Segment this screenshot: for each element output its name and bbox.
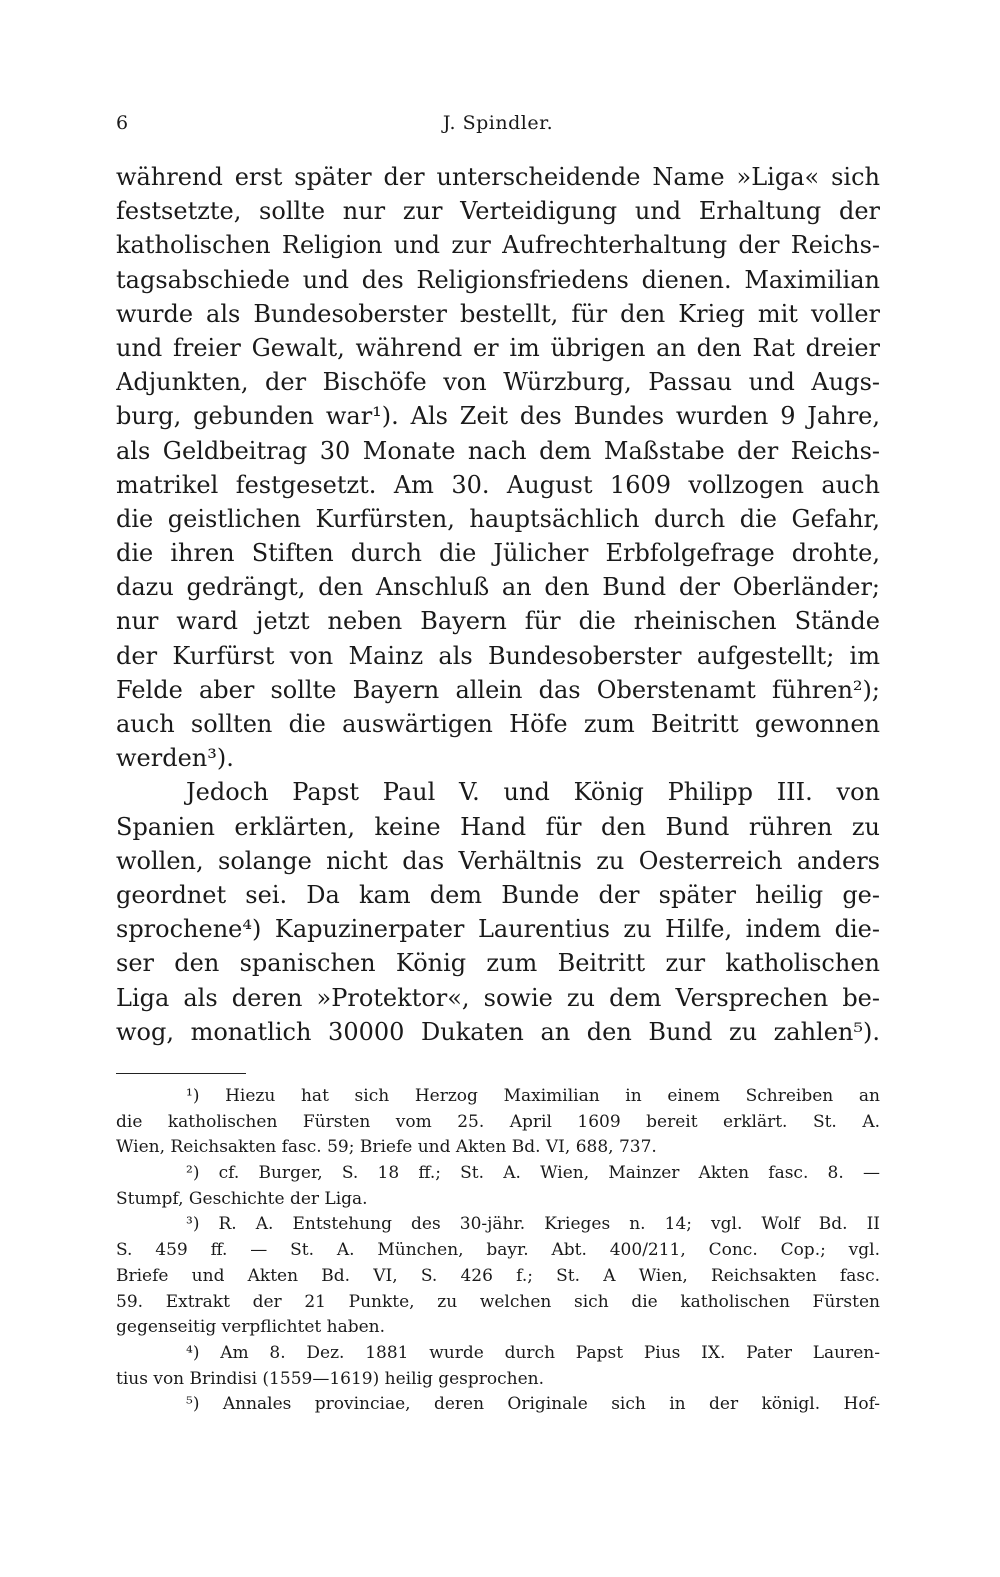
body-line: Liga als deren »Protektor«, sowie zu dem Versprechen be- [116,983,880,1012]
body-line: dazu gedrängt, den Anschluß an den Bund der Oberländer; [116,573,880,602]
footnote-separator [116,1073,246,1074]
footnote-5 [116,1392,880,1418]
body-line: wollen, solange nicht das Verhältnis zu Oesterreich anders [116,846,880,875]
footnote-2 [116,1161,880,1212]
body-line: der Kurfürst von Mainz als Bundesoberster aufgestellt; im [116,641,880,670]
footnote-line: die katholischen Fürsten vom 25. April 1609 bereit erklärt. St. A. [116,1111,880,1132]
body-line: auch sollten die auswärtigen Höfe zum Beitritt gewonnen [116,710,880,738]
footnote-3 [116,1212,880,1340]
body-line: ser den spanischen König zum Beitritt zur katholischen [116,949,880,978]
body-text [116,160,880,1049]
body-line: festsetzte, sollte nur zur Verteidigung und Erhaltung der [116,197,880,226]
body-line: katholischen Religion und zur Aufrechterhaltung der Reichs- [116,231,880,260]
footnote-line: Stumpf, Geschichte der Liga. [116,1188,368,1209]
footnote-line: Briefe und Akten Bd. VI, S. 426 f.; St. A Wien, Reichsakten fasc. [116,1265,880,1286]
footnote-line: S. 459 ff. — St. A. München, bayr. Abt. 400/211, Conc. Cop.; vgl. [116,1240,880,1261]
page-number: 6 [116,112,129,134]
body-line: sprochene⁴) Kapuzinerpater Laurentius zu Hilfe, indem die- [116,915,880,944]
footnote-line: Wien, Reichsakten fasc. 59; Briefe und Akten Bd. VI, 688, 737. [116,1137,657,1158]
running-head: J. Spindler. [442,112,554,134]
body-line: tagsabschiede und des Religionsfriedens dienen. Maximilian [116,265,880,294]
footnote-line: ³) R. A. Entstehung des 30-jähr. Krieges n. 14; vgl. Wolf Bd. II [186,1214,880,1235]
footnotes [116,1084,880,1418]
body-line: nur ward jetzt neben Bayern für die rheinischen Stände [116,607,880,636]
body-line: Felde aber sollte Bayern allein das Oberstenamt führen²); [116,675,880,704]
footnote-1 [116,1084,880,1161]
footnote-line: gegenseitig verpflichtet haben. [116,1317,386,1338]
body-line: burg, gebunden war¹). Als Zeit des Bundes wurden 9 Jahre, [116,402,880,431]
body-line: und freier Gewalt, während er im übrigen an den Rat dreier [116,333,880,362]
body-line: die geistlichen Kurfürsten, hauptsächlich durch die Gefahr, [116,504,880,533]
body-line: geordnet sei. Da kam dem Bunde der später heilig ge- [116,880,880,909]
body-line: Adjunkten, der Bischöfe von Würzburg, Passau und Augs- [116,368,880,397]
body-line-paragraph-start: Jedoch Papst Paul V. und König Philipp III. von [186,778,880,807]
page-header [116,112,880,140]
body-line-paragraph-end: werden³). [116,744,234,773]
body-line: Spanien erklärten, keine Hand für den Bund rühren zu [116,812,880,841]
footnote-4 [116,1341,880,1392]
body-line: wog, monatlich 30000 Dukaten an den Bund zu zahlen⁵). [116,1017,880,1046]
footnote-line: 59. Extrakt der 21 Punkte, zu welchen sich die katholischen Fürsten [116,1291,880,1312]
body-line: matrikel festgesetzt. Am 30. August 1609 vollzogen auch [116,470,880,499]
body-line: während erst später der unterscheidende Name »Liga« sich [116,163,880,191]
footnote-line: ²) cf. Burger, S. 18 ff.; St. A. Wien, Mainzer Akten fasc. 8. — [186,1163,880,1184]
body-line: die ihren Stiften durch die Jülicher Erbfolgefrage drohte, [116,539,880,568]
body-line: als Geldbeitrag 30 Monate nach dem Maßstabe der Reichs- [116,436,880,465]
footnote-line: ⁴) Am 8. Dez. 1881 wurde durch Papst Pius IX. Pater Lauren- [186,1342,880,1363]
footnote-line: tius von Brindisi (1559—1619) heilig gesprochen. [116,1368,545,1389]
footnote-line: ⁵) Annales provinciae, deren Originale sich in der königl. Hof- [186,1394,880,1415]
footnote-line: ¹) Hiezu hat sich Herzog Maximilian in einem Schreiben an [186,1086,880,1106]
body-line: wurde als Bundesoberster bestellt, für den Krieg mit voller [116,299,880,328]
